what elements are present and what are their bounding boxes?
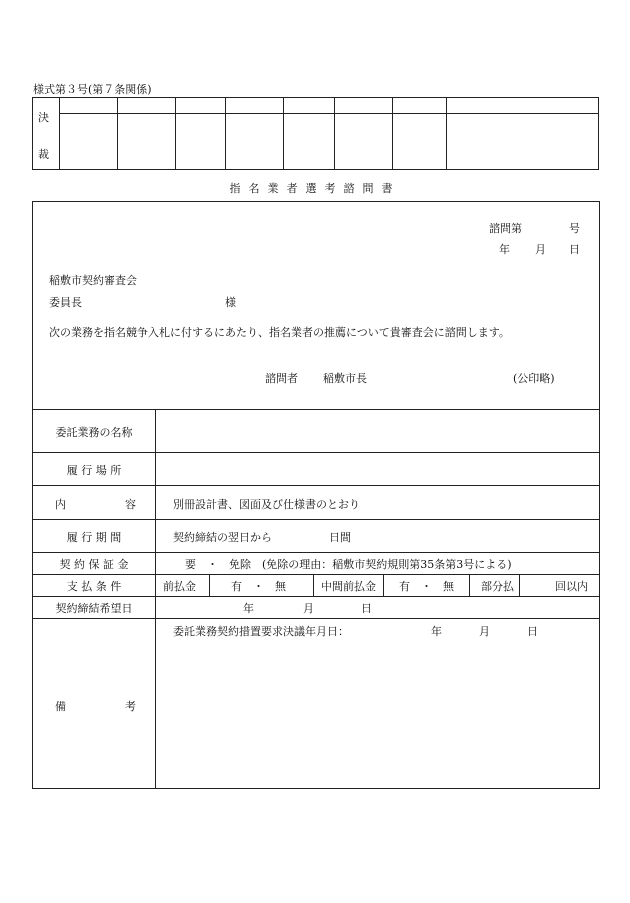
document-title: 指名業者選考諮問書 (229, 182, 401, 195)
form-number: 様式第３号(第７条関係) (33, 83, 152, 96)
divider (33, 485, 599, 486)
period-end: 日間 (329, 531, 351, 544)
stamp-cell (447, 114, 599, 170)
divider (33, 519, 599, 520)
decision-date-year: 年 (431, 625, 442, 638)
divider (33, 452, 599, 453)
desired-date-day: 日 (361, 602, 372, 615)
remarks-label-right: 考 (125, 700, 136, 713)
stamp-header-cell (226, 98, 284, 114)
addressee-council: 稲敷市契約審査会 (49, 274, 137, 287)
inquiry-number-label: 諮問第 (489, 222, 522, 235)
content-label-right: 容 (125, 498, 136, 511)
label-column-separator (155, 409, 156, 788)
inquiry-form (32, 201, 600, 789)
date-year: 年 (499, 243, 510, 256)
addressee-honorific: 様 (225, 296, 236, 309)
payment-separator (209, 574, 210, 596)
approval-stamp-table (32, 97, 599, 170)
signer-name: 稲敷市長 (323, 372, 367, 385)
advance-payment-label: 前払金 (163, 580, 196, 593)
official-seal-note: (公印略) (513, 372, 555, 385)
stamp-header-cell (335, 98, 393, 114)
date-day: 日 (569, 243, 580, 256)
partial-payment-value: 回以内 (555, 580, 588, 593)
work-name-label: 委託業務の名称 (55, 426, 133, 439)
divider (33, 409, 599, 410)
interim-payment-value[interactable]: 有 ・ 無 (399, 580, 454, 593)
interim-payment-label: 中間前払金 (321, 580, 376, 593)
body-text: 次の業務を指名競争入札に付するにあたり、指名業者の推薦について貴審査会に諮問します。 (49, 326, 510, 339)
period-label: 履 行 期 間 (66, 531, 122, 544)
decision-date-label: 委託業務契約措置要求決議年月日： (173, 625, 349, 638)
stamp-header-cell (284, 98, 335, 114)
desired-date-month: 月 (303, 602, 314, 615)
place-label: 履 行 場 所 (66, 464, 122, 477)
payment-separator (519, 574, 520, 596)
signer-label: 諮問者 (265, 372, 298, 385)
desired-date-label: 契約締結希望日 (55, 602, 133, 615)
divider (33, 618, 599, 619)
stamp-cell (176, 114, 226, 170)
content-value: 別冊設計書、図面及び仕様書のとおり (173, 498, 360, 511)
stamp-header-cell (60, 98, 118, 114)
content-label-left: 内 (55, 498, 66, 511)
payment-separator (469, 574, 470, 596)
stamp-header-cell (176, 98, 226, 114)
inquiry-number-suffix: 号 (569, 222, 580, 235)
divider (33, 596, 599, 597)
stamp-cell (226, 114, 284, 170)
payment-separator (383, 574, 384, 596)
stamp-cell (335, 114, 393, 170)
guarantee-value: 要 ・ 免除 (免除の理由：稲敷市契約規則第35条第3号による) (185, 558, 512, 571)
stamp-cell (118, 114, 176, 170)
stamp-header-cell (393, 98, 447, 114)
date-month: 月 (535, 243, 546, 256)
payment-separator (313, 574, 314, 596)
stamp-cell (284, 114, 335, 170)
approval-label: 決 裁 (38, 111, 49, 161)
guarantee-label: 契 約 保 証 金 (59, 558, 129, 571)
divider (33, 574, 599, 575)
advance-payment-value[interactable]: 有 ・ 無 (231, 580, 286, 593)
stamp-cell (393, 114, 447, 170)
desired-date-year: 年 (243, 602, 254, 615)
stamp-header-cell (447, 98, 599, 114)
divider (33, 552, 599, 553)
decision-date-day: 日 (527, 625, 538, 638)
decision-date-month: 月 (479, 625, 490, 638)
addressee-chair: 委員長 (49, 296, 82, 309)
period-start: 契約締結の翌日から (173, 531, 272, 544)
stamp-header-cell (118, 98, 176, 114)
stamp-cell (60, 114, 118, 170)
partial-payment-label: 部分払 (481, 580, 514, 593)
remarks-label-left: 備 (55, 700, 66, 713)
payment-label: 支 払 条 件 (66, 580, 122, 593)
